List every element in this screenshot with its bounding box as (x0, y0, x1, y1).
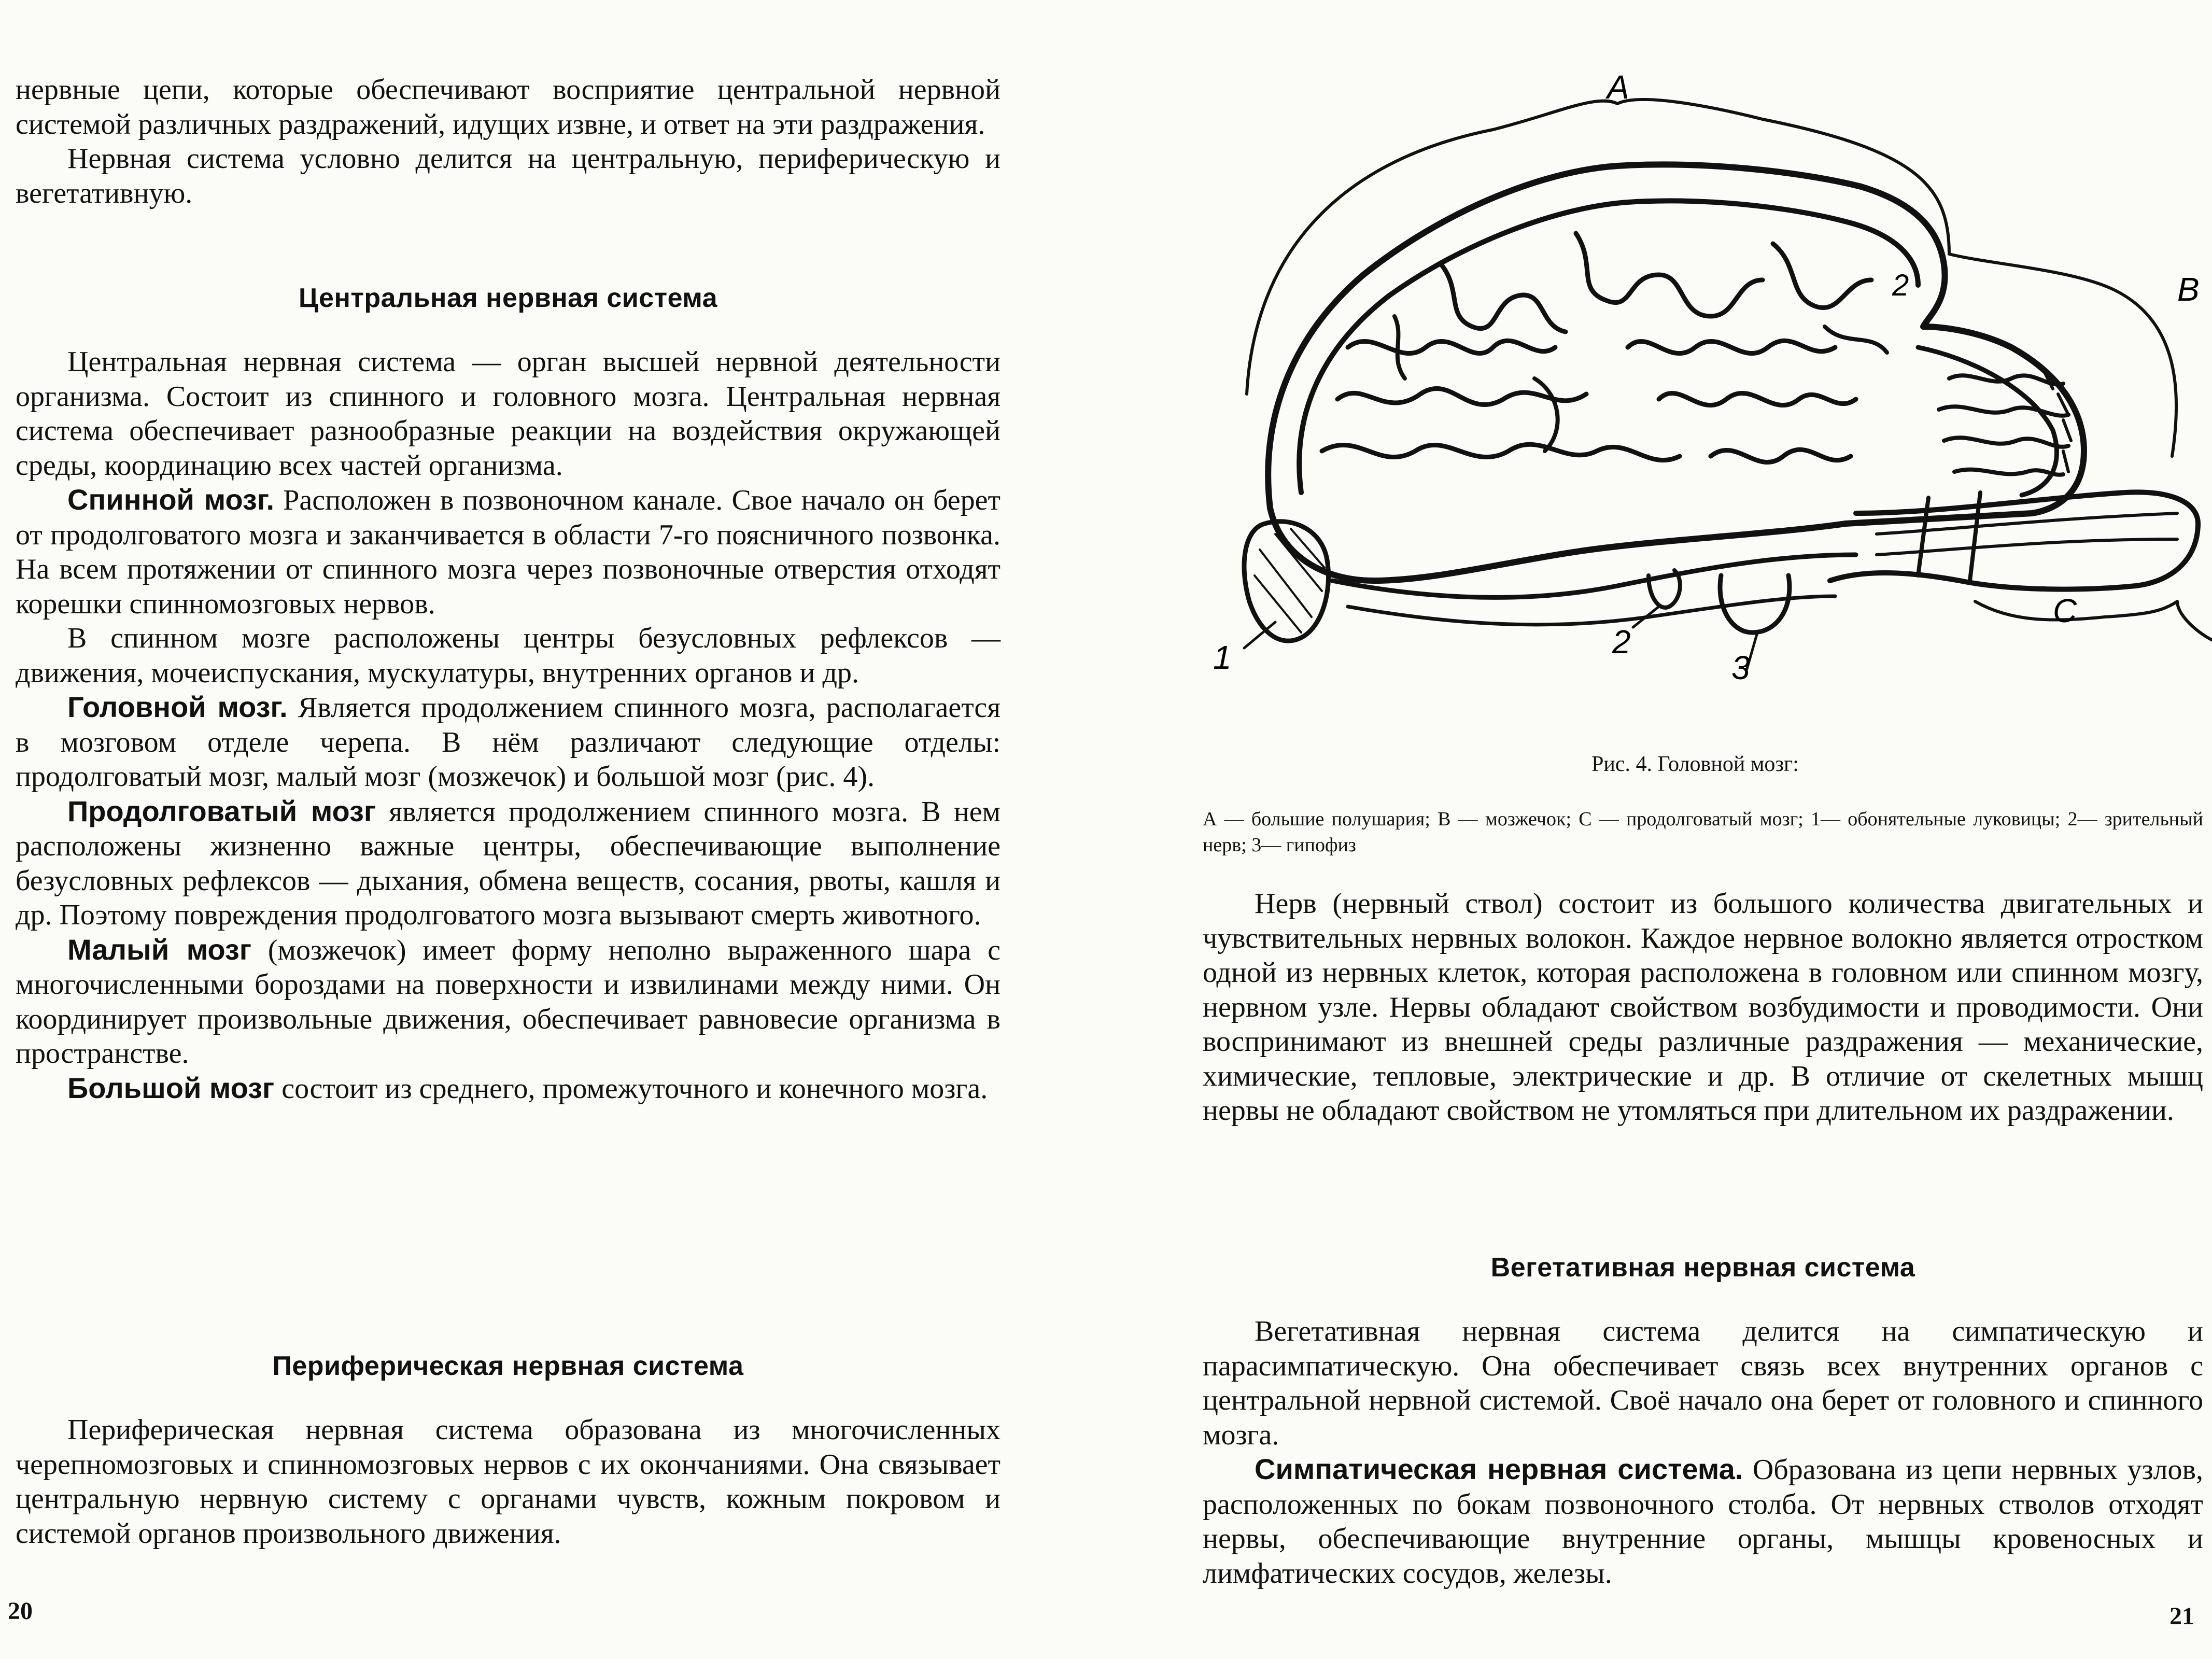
label-2: 2 (1612, 623, 1631, 660)
cerebrum-term: Большой мозг (67, 1071, 275, 1104)
label-b: В (2177, 271, 2200, 308)
bracket-a (1247, 100, 1949, 394)
cerebrum-paragraph (16, 1071, 1001, 1106)
autonomic-paragraph: Вегетативная нервная система делится на симпатическую и парасимпатическую. Она обеспечивает связь всех внутренних органов с центральной нервной системой. Своё начало она берет от головного и спинного мозга. (1203, 1315, 2203, 1451)
peripheral-section (16, 1413, 1001, 1551)
bracket-b (1949, 254, 2176, 456)
central-heading: Центральная нервная система (298, 283, 718, 313)
autonomic-heading: Вегетативная нервная система (1490, 1253, 1915, 1283)
central-paragraph: Центральная нервная система — орган высшей нервной деятельности организма. Состоит из спинного и головного мозга. Центральная нервная система обеспечивает разнообразные реакции на воздействия окружающей среды, координацию всех частей организма. (16, 346, 1001, 482)
brain-paragraph (16, 690, 1001, 794)
page-number-right: 21 (2169, 1602, 2194, 1630)
medulla-term: Продолговатый мозг (67, 794, 376, 827)
intro-paragraph-2: Нервная система условно делится на центральную, периферическую и вегетативную. (16, 143, 1001, 209)
cerebrum-text: состоит из среднего, промежуточного и конечного мозга. (274, 1072, 988, 1105)
autonomic-section (1203, 1314, 2203, 1591)
figure-caption-legend: А — большие полушария; В — мозжечок; С — продолговатый мозг; 1— обонятельные луковицы; 2— зрительный нерв; 3— гипофиз (1203, 808, 2203, 856)
right-page (1182, 0, 2212, 1659)
label-3: 3 (1731, 649, 1750, 686)
label-1: 1 (1213, 639, 1232, 676)
central-section (16, 345, 1001, 1106)
sympathetic-paragraph (1203, 1452, 2203, 1591)
medulla-text: является продолжением спинного мозга. В нем расположены жизненно важные центры, обеспечивающие выполнение безусловных рефлексов — дыхания, обмена веществ, сосания, рвоты, кашля и др. Поэтому повреждения продолговатого мозга вызывают смерть животного. (16, 795, 1001, 931)
sympathetic-term: Симпатическая нервная система. (1255, 1453, 1743, 1485)
peripheral-paragraph: Периферическая нервная система образована из многочисленных черепномозговых и спинномозговых нервов с их окончаниями. Она связывает центральную нервную систему с органами чувств, кожным покровом и системой органов произвольного движения. (16, 1414, 1001, 1550)
spinal-paragraph (16, 483, 1001, 621)
left-page (0, 0, 1058, 1659)
nerve-section (1203, 887, 2203, 1128)
label-a: А (1607, 68, 1629, 106)
cerebellum-text: (мозжечок) имеет форму неполно выраженного шара с многочисленными бороздами на поверхности и извилинами между ними. Он координирует произвольные движения, обеспечивает равновесие организма в пространстве. (16, 934, 1001, 1070)
brain-term: Головной мозг. (67, 691, 288, 723)
label-inner-2: 2 (1892, 269, 1909, 302)
peripheral-heading: Периферическая нервная система (272, 1351, 744, 1381)
spinal-text: Расположен в позвоночном канале. Свое начало он берет от продолговатого мозга и заканчивается в области 7-го поясничного позвонка. На всем протяжении от спинного мозга через позвоночные отверстия отходят корешки спинномозговых нервов. (16, 484, 1001, 620)
brain-text: Является продолжением спинного мозга, располагается в мозговом отделе черепа. В нём различают следующие отделы: продолговатый мозг, малый мозг (мозжечок) и большой мозг (рис. 4). (16, 692, 1001, 793)
hemisphere-outline (1268, 164, 2084, 581)
reflex-paragraph: В спинном мозге расположены центры безусловных рефлексов — движения, мочеиспускания, мускулатуры, внутренних органов и др. (16, 622, 1001, 689)
intro-paragraph-1: нервные цепи, которые обеспечивают восприятие центральной нервной системой различных раздражений, идущих извне, и ответ на эти раздражения. (16, 74, 1001, 140)
brain-diagram (1203, 57, 2212, 695)
bracket-c (1975, 601, 2212, 643)
label-c: С (2053, 592, 2077, 629)
cerebellum-paragraph (16, 933, 1001, 1071)
nerve-paragraph: Нерв (нервный ствол) состоит из большого количества двигательных и чувствительных нервных волокон. Каждое нервное волокно является отростком одной из нервных клеток, которая расположена в головном или спинном мозгу, нервном узле. Нервы обладают свойством возбудимости и проводимости. Они воспринимают из внешней среды различные раздражения — механические, химические, тепловые, электрические и др. В отличие от скелетных мышц нервы не обладают свойством не утомляться при длительном их раздражении. (1203, 888, 2203, 1127)
cerebellum-term: Малый мозг (67, 933, 252, 966)
left-intro (16, 73, 1001, 210)
medulla-paragraph (16, 794, 1001, 933)
spinal-term: Спинной мозг. (67, 483, 275, 516)
figure-caption-title: Рис. 4. Головной мозг: (1591, 752, 1799, 776)
page-number-left: 20 (8, 1597, 33, 1625)
sympathetic-text: Образована из цепи нервных узлов, расположенных по бокам позвоночного столба. От нервных стволов отходят нервы, обеспечивающие внутренние органы, мышцы кровеносных и лимфатических сосудов, железы. (1203, 1454, 2204, 1590)
